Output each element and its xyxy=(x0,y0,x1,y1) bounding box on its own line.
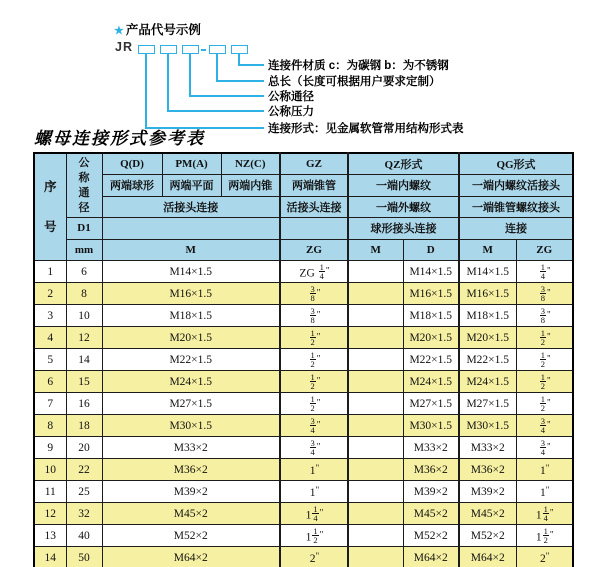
table-row xyxy=(34,525,573,547)
cell-qz_d: M36×2 xyxy=(403,459,459,481)
header-unit-qz-d: D xyxy=(403,239,459,261)
header-pma-desc: 两端平面 xyxy=(162,175,221,197)
table-row xyxy=(34,371,573,393)
header-d1: D1 xyxy=(66,218,102,240)
cell-no: 5 xyxy=(34,349,66,371)
cell-no: 11 xyxy=(34,481,66,503)
header-qz: QZ形式 xyxy=(348,153,459,175)
header-empty-cell xyxy=(280,218,348,240)
cell-no: 2 xyxy=(34,283,66,305)
header-empty-cell xyxy=(102,218,280,240)
cell-m: M16×1.5 xyxy=(102,283,280,305)
cell-qz_m xyxy=(348,305,403,327)
connector-line xyxy=(238,53,240,64)
table-row xyxy=(34,547,573,567)
cell-qg_m: M27×1.5 xyxy=(459,393,516,415)
cell-qg_zg: $\frac{1}{4}$ " xyxy=(516,261,573,283)
cell-zg: 1 $\frac{1}{4}$ " xyxy=(280,503,348,525)
cell-qz_m xyxy=(348,525,403,547)
cell-qz_m xyxy=(348,415,403,437)
cell-dn: 6 xyxy=(66,261,102,283)
cell-qz_d: M45×2 xyxy=(403,503,459,525)
cell-qg_zg: 1 $\frac{1}{4}$ " xyxy=(516,503,573,525)
code-label-length: 总长（长度可根据用户要求定制） xyxy=(268,76,441,88)
cell-no: 8 xyxy=(34,415,66,437)
header-unit-m: M xyxy=(102,239,280,261)
cell-m: M36×2 xyxy=(102,459,280,481)
cell-dn: 50 xyxy=(66,547,102,567)
cell-qz_m xyxy=(348,371,403,393)
cell-qz_d: M52×2 xyxy=(403,525,459,547)
cell-qz_d: M33×2 xyxy=(403,437,459,459)
cell-m: M39×2 xyxy=(102,481,280,503)
header-qd-desc: 两端球形 xyxy=(102,175,162,197)
table-row xyxy=(34,327,573,349)
header-gz-union: 活接头连接 xyxy=(280,196,348,218)
header-unit-qg-zg: ZG xyxy=(516,239,573,261)
cell-qg_m: M24×1.5 xyxy=(459,371,516,393)
cell-qg_m: M36×2 xyxy=(459,459,516,481)
cell-dn: 12 xyxy=(66,327,102,349)
cell-qz_m xyxy=(348,459,403,481)
table-row xyxy=(34,503,573,525)
cell-qz_d: M16×1.5 xyxy=(403,283,459,305)
header-nzc-desc: 两端内锥 xyxy=(221,175,280,197)
header-qg: QG形式 xyxy=(459,153,573,175)
cell-m: M27×1.5 xyxy=(102,393,280,415)
nut-connection-table xyxy=(33,152,574,567)
cell-qg_m: M14×1.5 xyxy=(459,261,516,283)
header-pma: PM(A) xyxy=(162,153,221,175)
code-box xyxy=(160,45,177,54)
header-unit-zg: ZG xyxy=(280,239,348,261)
cell-dn: 16 xyxy=(66,393,102,415)
header-union-connection: 活接头连接 xyxy=(102,196,280,218)
header-dn-text: 公称通径 xyxy=(78,156,90,214)
table-header xyxy=(34,153,573,261)
cell-qz_m xyxy=(348,283,403,305)
header-gz: GZ xyxy=(280,153,348,175)
cell-zg: $\frac{1}{2}$ " xyxy=(280,327,348,349)
product-code-heading xyxy=(114,20,201,38)
connector-line xyxy=(216,53,218,80)
cell-qg_zg: $\frac{3}{8}$ " xyxy=(516,305,573,327)
cell-qg_m: M16×1.5 xyxy=(459,283,516,305)
code-label-connection: 连接形式：见金属软管常用结构形式表 xyxy=(268,123,464,135)
header-qd: Q(D) xyxy=(102,153,162,175)
connector-line xyxy=(216,80,264,82)
cell-m: M45×2 xyxy=(102,503,280,525)
header-nzc: NZ(C) xyxy=(221,153,280,175)
connector-line xyxy=(145,53,147,127)
cell-zg: $\frac{3}{4}$ " xyxy=(280,415,348,437)
header-qg-connect: 连接 xyxy=(459,218,573,240)
cell-qz_d: M39×2 xyxy=(403,481,459,503)
cell-m: M24×1.5 xyxy=(102,371,280,393)
cell-zg: $\frac{1}{2}$ " xyxy=(280,393,348,415)
code-box xyxy=(209,45,226,54)
header-seq xyxy=(34,153,66,261)
cell-qg_zg: $\frac{3}{4}$ " xyxy=(516,415,573,437)
header-gz-desc: 两端锥管 xyxy=(280,175,348,197)
connector-line xyxy=(189,95,264,97)
code-label-diameter: 公称通径 xyxy=(268,91,314,103)
cell-qz_m xyxy=(348,261,403,283)
cell-zg: 2" xyxy=(280,547,348,567)
table-title: 螺母连接形式参考表 xyxy=(34,129,205,148)
table-body xyxy=(34,261,573,567)
cell-m: M14×1.5 xyxy=(102,261,280,283)
cell-no: 3 xyxy=(34,305,66,327)
table-row xyxy=(34,415,573,437)
cell-m: M52×2 xyxy=(102,525,280,547)
cell-qz_d: M27×1.5 xyxy=(403,393,459,415)
cell-qg_m: M52×2 xyxy=(459,525,516,547)
cell-qg_zg: $\frac{3}{8}$ " xyxy=(516,283,573,305)
connector-line xyxy=(167,110,264,112)
cell-qz_m xyxy=(348,481,403,503)
code-label-material: 连接件材质 c：为碳钢 b：为不锈钢 xyxy=(268,60,449,72)
cell-qz_d: M24×1.5 xyxy=(403,371,459,393)
cell-qg_zg: 1" xyxy=(516,459,573,481)
cell-zg: $\frac{3}{8}$ " xyxy=(280,283,348,305)
cell-zg: ZG $\frac{1}{4}$ " xyxy=(280,261,348,283)
cell-dn: 14 xyxy=(66,349,102,371)
cell-qg_zg: $\frac{3}{4}$ " xyxy=(516,437,573,459)
cell-m: M30×1.5 xyxy=(102,415,280,437)
cell-no: 1 xyxy=(34,261,66,283)
cell-dn: 10 xyxy=(66,305,102,327)
cell-qg_m: M30×1.5 xyxy=(459,415,516,437)
cell-qg_m: M33×2 xyxy=(459,437,516,459)
cell-qg_zg: 2" xyxy=(516,547,573,567)
cell-dn: 18 xyxy=(66,415,102,437)
cell-zg: 1 $\frac{1}{2}$ " xyxy=(280,525,348,547)
cell-qg_m: M18×1.5 xyxy=(459,305,516,327)
table-row xyxy=(34,437,573,459)
cell-dn: 15 xyxy=(66,371,102,393)
cell-qz_d: M18×1.5 xyxy=(403,305,459,327)
table-row xyxy=(34,481,573,503)
cell-qg_m: M64×2 xyxy=(459,547,516,567)
header-unit-qz-m: M xyxy=(348,239,403,261)
cell-zg: $\frac{1}{2}$ " xyxy=(280,349,348,371)
cell-dn: 20 xyxy=(66,437,102,459)
cell-m: M20×1.5 xyxy=(102,327,280,349)
star-icon: ★ xyxy=(114,25,124,37)
cell-qz_d: M30×1.5 xyxy=(403,415,459,437)
cell-qz_d: M22×1.5 xyxy=(403,349,459,371)
code-box xyxy=(138,45,155,54)
cell-qz_d: M64×2 xyxy=(403,547,459,567)
header-qg-desc: 一端内螺纹活接头 xyxy=(459,175,573,197)
table-row xyxy=(34,349,573,371)
header-qg-taper: 一端锥管螺纹接头 xyxy=(459,196,573,218)
table-row xyxy=(34,283,573,305)
header-qz-desc: 一端内螺纹 xyxy=(348,175,459,197)
cell-qz_m xyxy=(348,437,403,459)
cell-no: 13 xyxy=(34,525,66,547)
cell-qg_zg: $\frac{1}{2}$ " xyxy=(516,393,573,415)
cell-no: 10 xyxy=(34,459,66,481)
cell-no: 4 xyxy=(34,327,66,349)
table-row xyxy=(34,261,573,283)
header-qz-external: 一端外螺纹 xyxy=(348,196,459,218)
cell-zg: $\frac{1}{2}$ " xyxy=(280,371,348,393)
cell-zg: 1" xyxy=(280,481,348,503)
cell-qg_m: M22×1.5 xyxy=(459,349,516,371)
cell-no: 9 xyxy=(34,437,66,459)
cell-qz_m xyxy=(348,503,403,525)
cell-qg_zg: $\frac{1}{2}$ " xyxy=(516,371,573,393)
cell-dn: 40 xyxy=(66,525,102,547)
cell-m: M33×2 xyxy=(102,437,280,459)
header-unit-qg-m: M xyxy=(459,239,516,261)
cell-qg_zg: $\frac{1}{2}$ " xyxy=(516,349,573,371)
cell-qz_d: M20×1.5 xyxy=(403,327,459,349)
connector-line xyxy=(167,53,169,110)
cell-qg_zg: 1 $\frac{1}{2}$ " xyxy=(516,525,573,547)
cell-qz_m xyxy=(348,547,403,567)
connector-line xyxy=(238,64,264,66)
header-mm: mm xyxy=(66,239,102,261)
cell-qg_m: M45×2 xyxy=(459,503,516,525)
cell-no: 6 xyxy=(34,371,66,393)
code-label-pressure: 公称压力 xyxy=(268,106,314,118)
connector-line xyxy=(189,53,191,95)
code-box xyxy=(182,45,199,54)
cell-dn: 22 xyxy=(66,459,102,481)
table-row xyxy=(34,459,573,481)
table-row xyxy=(34,305,573,327)
cell-m: M22×1.5 xyxy=(102,349,280,371)
cell-qg_m: M39×2 xyxy=(459,481,516,503)
cell-no: 12 xyxy=(34,503,66,525)
cell-qz_m xyxy=(348,327,403,349)
cell-no: 7 xyxy=(34,393,66,415)
cell-dn: 8 xyxy=(66,283,102,305)
table-row xyxy=(34,393,573,415)
cell-no: 14 xyxy=(34,547,66,567)
cell-qg_zg: $\frac{1}{2}$ " xyxy=(516,327,573,349)
header-qz-ball-joint: 球形接头连接 xyxy=(348,218,459,240)
cell-zg: $\frac{3}{8}$ " xyxy=(280,305,348,327)
cell-zg: 1" xyxy=(280,459,348,481)
product-code-heading-text: 产品代号示例 xyxy=(125,23,201,37)
cell-dn: 25 xyxy=(66,481,102,503)
cell-m: M18×1.5 xyxy=(102,305,280,327)
code-box xyxy=(231,45,248,54)
header-seq-text: 序号 xyxy=(43,180,57,234)
header-dn xyxy=(66,153,102,218)
cell-qg_zg: 1" xyxy=(516,481,573,503)
cell-m: M64×2 xyxy=(102,547,280,567)
cell-qz_d: M14×1.5 xyxy=(403,261,459,283)
cell-qz_m xyxy=(348,393,403,415)
cell-qz_m xyxy=(348,349,403,371)
cell-qg_m: M20×1.5 xyxy=(459,327,516,349)
code-prefix: JR xyxy=(115,40,133,54)
code-dash xyxy=(201,49,206,51)
cell-dn: 32 xyxy=(66,503,102,525)
cell-zg: $\frac{3}{4}$ " xyxy=(280,437,348,459)
